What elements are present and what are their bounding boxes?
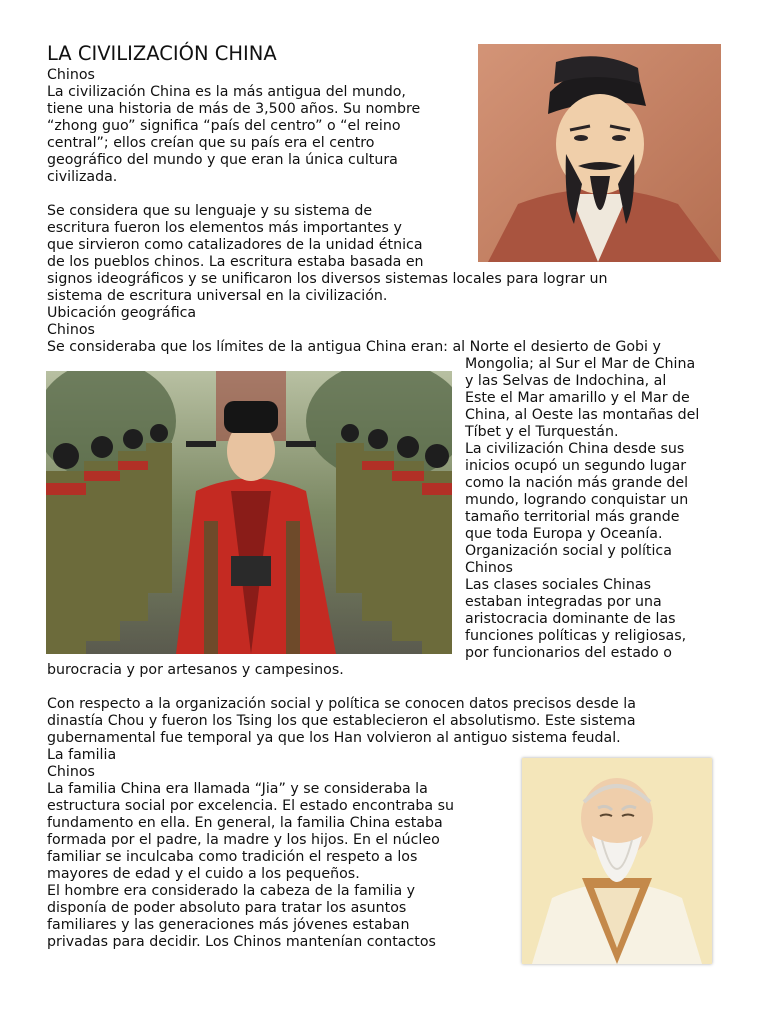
text-line: Chinos bbox=[465, 560, 513, 576]
text-line: disponía de poder absoluto para tratar los asuntos bbox=[47, 900, 407, 916]
text-line: Se considera que su lenguaje y su sistema de bbox=[47, 203, 373, 219]
text-line: estructura social por excelencia. El estado encontraba su bbox=[47, 798, 455, 814]
text-line: civilizada. bbox=[47, 169, 118, 185]
text-line: Tíbet y el Turquestán. bbox=[465, 424, 619, 440]
text-line: familiar se inculcaba como tradición el respeto a los bbox=[47, 849, 418, 865]
text-line: formada por el padre, la madre y los hijos. En el núcleo bbox=[47, 832, 440, 848]
text-line: aristocracia dominante de las bbox=[465, 611, 676, 627]
text-line: La civilización China es la más antigua del mundo, bbox=[47, 84, 406, 100]
text-line: Mongolia; al Sur el Mar de China bbox=[465, 356, 696, 372]
text-line: gubernamental fue temporal ya que los Han volvieron al antiguo sistema feudal. bbox=[47, 730, 621, 746]
text-line: tiene una historia de más de 3,500 años. Su nombre bbox=[47, 101, 421, 117]
section-heading: Ubicación geográfica bbox=[47, 305, 197, 321]
text-line: por funcionarios del estado o bbox=[465, 645, 672, 661]
text-line: de los pueblos chinos. La escritura estaba basada en bbox=[47, 254, 424, 270]
text-line: Las clases sociales Chinas bbox=[465, 577, 651, 593]
text-line: China, al Oeste las montañas del bbox=[465, 407, 700, 423]
text-line: como la nación más grande del bbox=[465, 475, 689, 491]
text-line: mundo, logrando conquistar un bbox=[465, 492, 689, 508]
section-heading: Organización social y política bbox=[465, 543, 672, 559]
portrait-image-scholar bbox=[478, 44, 721, 262]
text-line: El hombre era considerado la cabeza de la familia y bbox=[47, 883, 416, 899]
text-line: funciones políticas y religiosas, bbox=[465, 628, 687, 644]
section-heading: La familia bbox=[47, 747, 117, 763]
text-line: “zhong guo” significa “país del centro” o “el reino bbox=[47, 118, 401, 134]
text-line: fundamento en ella. En general, la familia China estaba bbox=[47, 815, 443, 831]
text-line: signos ideográficos y se unificaron los diversos sistemas locales para lograr un bbox=[47, 271, 608, 287]
text-line: Chinos bbox=[47, 322, 95, 338]
text-line: familiares y las generaciones más jóvenes estaban bbox=[47, 917, 410, 933]
text-line: privadas para decidir. Los Chinos mantenían contactos bbox=[47, 934, 436, 950]
portrait-image-sage bbox=[522, 758, 712, 964]
text-line: Chinos bbox=[47, 764, 95, 780]
page-title: LA CIVILIZACIÓN CHINA bbox=[47, 42, 277, 65]
text-line: sistema de escritura universal en la civilización. bbox=[47, 288, 388, 304]
text-line: estaban integradas por una bbox=[465, 594, 662, 610]
text-line: Con respecto a la organización social y política se conocen datos precisos desde la bbox=[47, 696, 636, 712]
text-line: geográfico del mundo y que eran la única cultura bbox=[47, 152, 398, 168]
text-line: tamaño territorial más grande bbox=[465, 509, 680, 525]
text-line: inicios ocupó un segundo lugar bbox=[465, 458, 687, 474]
photo-ceremony-group bbox=[46, 371, 452, 654]
text-line: dinastía Chou y fueron los Tsing los que establecieron el absolutismo. Este sistema bbox=[47, 713, 636, 729]
text-line: que sirvieron como catalizadores de la unidad étnica bbox=[47, 237, 423, 253]
text-line: mayores de edad y el cuido a los pequeños. bbox=[47, 866, 360, 882]
text-line: La civilización China desde sus bbox=[465, 441, 685, 457]
text-line: La familia China era llamada “Jia” y se consideraba la bbox=[47, 781, 428, 797]
text-line: Se consideraba que los límites de la antigua China eran: al Norte el desierto de Gobi y bbox=[47, 339, 661, 355]
text-line: escritura fueron los elementos más importantes y bbox=[47, 220, 402, 236]
text-line: central”; ellos creían que su país era el centro bbox=[47, 135, 375, 151]
text-line: que toda Europa y Oceanía. bbox=[465, 526, 663, 542]
text-line: Este el Mar amarillo y el Mar de bbox=[465, 390, 690, 406]
text-line: burocracia y por artesanos y campesinos. bbox=[47, 662, 344, 678]
text-line: y las Selvas de Indochina, al bbox=[465, 373, 667, 389]
text-line: Chinos bbox=[47, 67, 95, 83]
